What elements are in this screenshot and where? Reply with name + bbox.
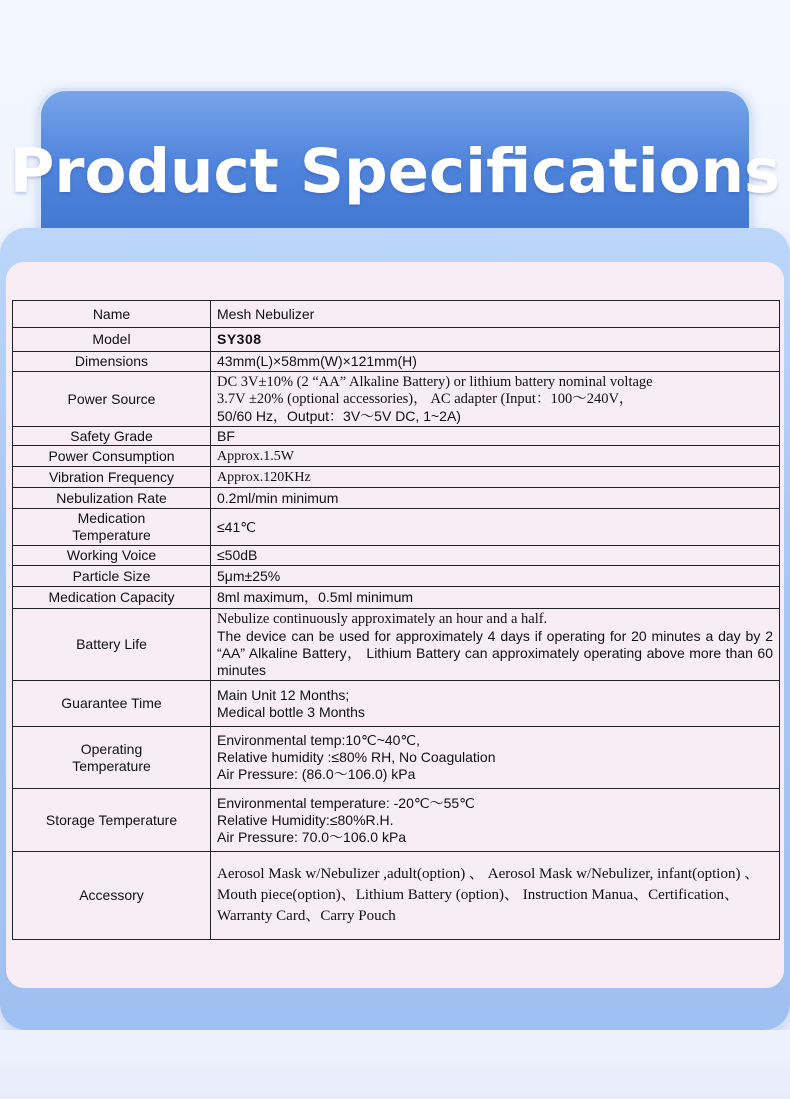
table-row	[13, 566, 780, 587]
table-row	[13, 427, 780, 446]
value-line: Relative humidity :≤80% RH, No Coagulation	[217, 749, 496, 765]
table-row	[13, 372, 780, 427]
row-name: Power Consumption	[13, 446, 211, 467]
row-value: ≤41℃	[211, 509, 780, 546]
row-name: Nebulization Rate	[13, 488, 211, 509]
page-title: Product Specifications	[9, 136, 781, 207]
value-line: Nebulize continuously approximately an hour and a half.	[217, 610, 548, 627]
table-row	[13, 328, 780, 352]
value-line: Main Unit 12 Months;	[217, 686, 350, 703]
value-line: Environmental temp:10℃~40℃,	[217, 732, 421, 748]
row-value: 0.2ml/min minimum	[211, 488, 780, 509]
table-row	[13, 789, 780, 852]
name-line: Operating	[80, 740, 143, 757]
row-name: Accessory	[13, 852, 211, 940]
table-row	[13, 681, 780, 727]
value-line: Environmental temperature: -20℃～55℃	[217, 794, 475, 811]
name-line: Temperature	[72, 757, 151, 774]
table-row	[13, 727, 780, 789]
row-value: Aerosol Mask w/Nebulizer ,adult(option) 、 Aerosol Mask w/Nebulizer, infant(option) 、 Mouth piece(option)、Lithium Battery (option)、 Instruction Manua、Certification、Warranty Card、Carry Pouch	[211, 852, 780, 940]
row-value: ≤50dB	[211, 546, 780, 566]
row-name: Vibration Frequency	[13, 467, 211, 488]
row-name: Medication Capacity	[13, 587, 211, 609]
row-name: Name	[13, 301, 211, 328]
row-value	[211, 372, 780, 427]
spec-table	[12, 300, 780, 940]
value-line: 50/60 Hz，Output：3V～5V DC, 1~2A)	[217, 407, 461, 424]
row-value: BF	[211, 427, 780, 446]
row-value	[211, 681, 780, 727]
row-name: Particle Size	[13, 566, 211, 587]
table-row	[13, 301, 780, 328]
row-name: Power Source	[13, 372, 211, 427]
row-value: Mesh Nebulizer	[211, 301, 780, 328]
value-line: 3.7V ±20% (optional accessories)， AC adapter (Input：100～240V，	[217, 390, 634, 407]
table-row	[13, 609, 780, 681]
table-row	[13, 488, 780, 509]
value-line: The device can be used for approximately 4 days if operating for 20 minutes a day by 2 “AA” Alkaline Battery， Lithium Battery can approximately operating above more than 60 minutes	[217, 627, 773, 678]
value-line: DC 3V±10% (2 “AA” Alkaline Battery) or lithium battery nominal voltage	[217, 373, 653, 390]
table-row	[13, 467, 780, 488]
row-value	[211, 727, 780, 789]
table-row	[13, 446, 780, 467]
row-value	[211, 609, 780, 681]
table-row	[13, 852, 780, 940]
value-line: Air Pressure: 70.0～106.0 kPa	[217, 828, 407, 845]
row-value: 8ml maximum，0.5ml minimum	[211, 587, 780, 609]
page-footer-band	[0, 1030, 790, 1099]
name-line: Medication	[77, 510, 146, 526]
table-row	[13, 587, 780, 609]
row-name: Dimensions	[13, 352, 211, 372]
value-line: Air Pressure: (86.0～106.0) kPa	[217, 766, 416, 782]
row-value: 43mm(L)×58mm(W)×121mm(H)	[211, 352, 780, 372]
row-name: Model	[13, 328, 211, 352]
row-value: Approx.120KHz	[211, 467, 780, 488]
table-row	[13, 546, 780, 566]
name-line: Temperature	[72, 527, 151, 543]
row-name	[13, 727, 211, 789]
row-name: Battery Life	[13, 609, 211, 681]
table-row	[13, 509, 780, 546]
value-line: Relative Humidity:≤80%R.H.	[217, 811, 394, 828]
row-value: SY308	[211, 328, 780, 352]
table-row	[13, 352, 780, 372]
row-name: Guarantee Time	[13, 681, 211, 727]
row-name: Working Voice	[13, 546, 211, 566]
row-value	[211, 789, 780, 852]
row-value: 5μm±25%	[211, 566, 780, 587]
value-line: Medical bottle 3 Months	[217, 703, 365, 720]
row-name: Safety Grade	[13, 427, 211, 446]
row-name	[13, 509, 211, 546]
row-name: Storage Temperature	[13, 789, 211, 852]
row-value: Approx.1.5W	[211, 446, 780, 467]
